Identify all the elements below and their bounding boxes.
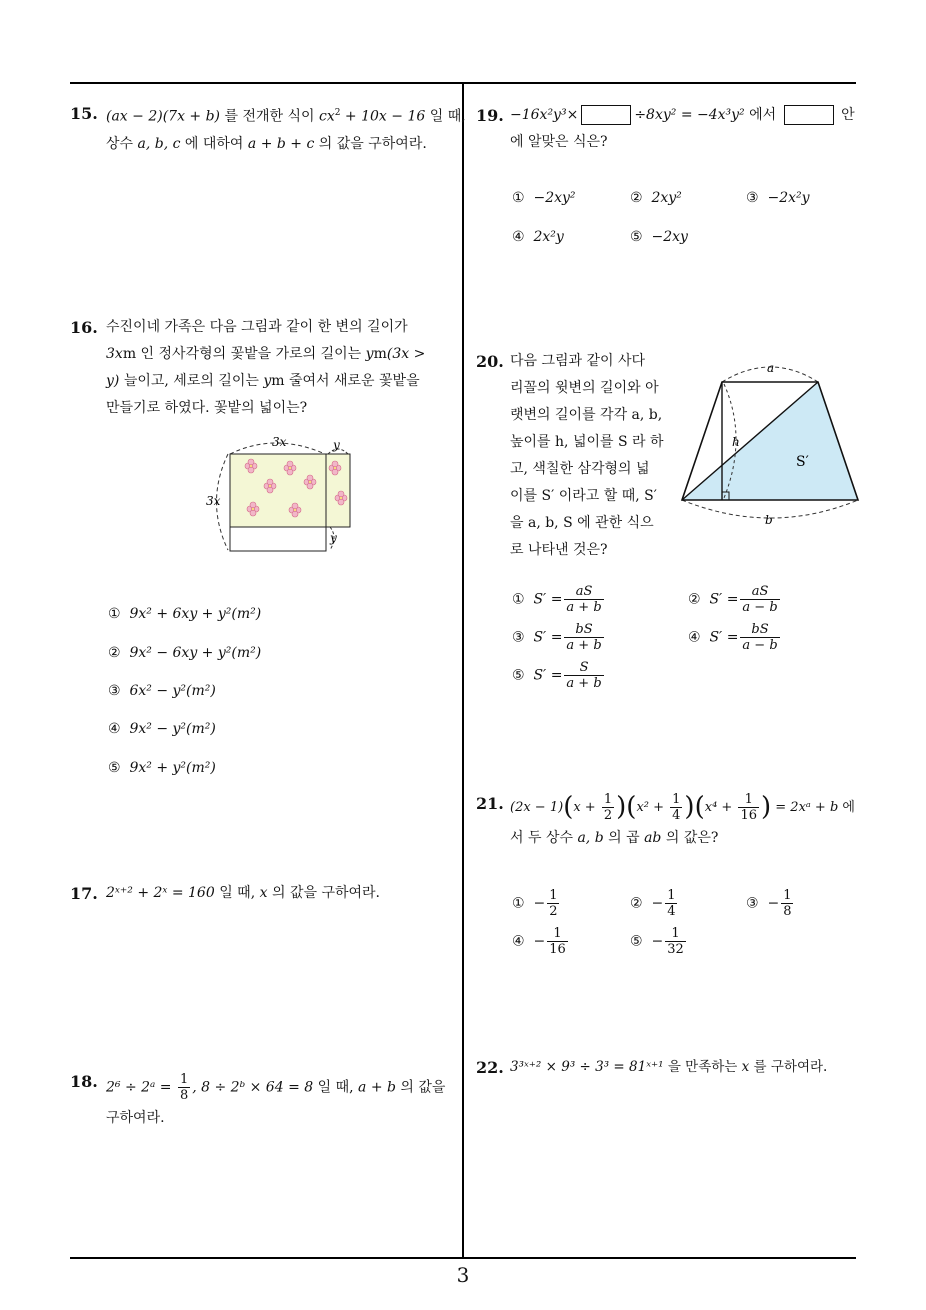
- removed-strip: [230, 527, 326, 551]
- label-h: h: [732, 435, 740, 449]
- option-mark: ④: [512, 229, 525, 245]
- option-expr: 9x² − 6xy + y²(m²): [129, 645, 262, 661]
- option-lhs: S′ =: [709, 591, 739, 608]
- text: 안: [836, 107, 855, 123]
- denominator: 8: [179, 1088, 189, 1103]
- option-5[interactable]: [630, 229, 688, 245]
- question-text: [510, 102, 860, 156]
- math-expression: 2⁶ ÷ 2ᵃ =: [106, 1079, 176, 1096]
- line: 랫변의 길이를 각각 a, b,: [510, 407, 663, 423]
- math-expression: 2ˣ⁺² + 2ˣ = 160: [106, 885, 215, 901]
- label-b: b: [765, 513, 773, 527]
- label-right-y: y: [330, 531, 337, 545]
- denominator: a + b: [566, 600, 602, 615]
- denominator: 8: [783, 904, 792, 919]
- option-2[interactable]: [688, 584, 782, 615]
- text: 서 두 상수: [510, 830, 578, 846]
- option-mark: ④: [108, 721, 121, 737]
- numerator: aS: [575, 584, 593, 599]
- question-text: [106, 880, 458, 907]
- fraction: [740, 622, 779, 653]
- math-expression: + 10x − 16: [340, 108, 426, 125]
- page-number: 3: [456, 1263, 470, 1287]
- denominator: 32: [667, 942, 684, 957]
- math-expression: −16x²y³×: [510, 107, 579, 123]
- question-text: [510, 792, 860, 852]
- question-text: [510, 1054, 860, 1081]
- text: 에: [838, 800, 855, 815]
- bottom-rule: [70, 1257, 856, 1259]
- denominator: 4: [672, 808, 681, 823]
- column-divider: [462, 82, 464, 1259]
- denominator: 16: [549, 942, 566, 957]
- option-5[interactable]: [108, 760, 216, 776]
- option-mark: ④: [512, 933, 525, 950]
- fraction: [738, 792, 759, 823]
- fraction: [740, 584, 779, 615]
- option-1[interactable]: [512, 190, 576, 206]
- fraction: [178, 1072, 190, 1103]
- math-expression: x² +: [636, 800, 669, 815]
- denominator: 4: [667, 904, 676, 919]
- fraction: [665, 888, 677, 919]
- math-expression: = 2xᵃ + b: [771, 800, 839, 815]
- option-mark: ②: [630, 190, 643, 206]
- numerator: bS: [751, 622, 769, 637]
- math-expression: a + b + c: [247, 135, 315, 152]
- option-1[interactable]: [108, 606, 261, 622]
- option-2[interactable]: ② − $\frac{1}{4}$: [630, 888, 676, 919]
- label-s-prime: S′: [796, 454, 809, 470]
- numerator: 1: [671, 926, 680, 941]
- question-text: [106, 314, 458, 422]
- option-expr: 9x² + y²(m²): [129, 760, 216, 776]
- option-expr: 9x² − y²(m²): [129, 721, 216, 737]
- paren: (: [694, 792, 705, 822]
- line: 에 알맞은 식은?: [510, 134, 608, 150]
- math-expression: (3x >: [386, 346, 426, 362]
- fraction: [564, 660, 603, 691]
- denominator: a − b: [742, 600, 778, 615]
- numerator: 1: [783, 888, 792, 903]
- option-5[interactable]: ⑤ − $\frac{1}{32}$: [630, 926, 684, 957]
- fraction: [564, 622, 603, 653]
- option-mark: ①: [512, 591, 525, 608]
- paren: (: [563, 792, 574, 822]
- label-top-3x: 3x: [272, 435, 287, 449]
- math-expression: x +: [573, 800, 600, 815]
- math-expression: 3³ˣ⁺² × 9³ ÷ 3³ = 81ˣ⁺¹: [510, 1059, 664, 1075]
- text: m 줄여서 새로운 꽃밭을: [271, 373, 420, 389]
- option-lhs: S′ =: [533, 591, 563, 608]
- option-mark: ③: [512, 629, 525, 646]
- exponent: 2: [334, 108, 341, 118]
- label-a: a: [767, 361, 775, 375]
- text: 늘이고, 세로의 길이는: [119, 373, 264, 389]
- original-bed-area: [230, 454, 326, 527]
- math-expression: a + b: [358, 1079, 396, 1096]
- fraction: [665, 926, 686, 957]
- fraction: [781, 888, 793, 919]
- math-expression: cx: [318, 108, 335, 125]
- option-3[interactable]: [108, 683, 216, 699]
- trapezoid-figure: [676, 358, 866, 530]
- line: 리꼴의 윗변의 길이와 아: [510, 380, 659, 396]
- line: 구하여라.: [106, 1110, 165, 1126]
- numerator: bS: [575, 622, 593, 637]
- option-mark: ①: [512, 895, 525, 912]
- line: 을 a, b, S 에 관한 식으: [510, 515, 654, 531]
- text: m: [373, 346, 387, 362]
- math-expression: ab: [644, 830, 662, 846]
- fraction: [602, 792, 614, 823]
- line: 수진이네 가족은 다음 그림과 같이 한 변의 길이가: [106, 319, 408, 335]
- question-number: 22.: [476, 1058, 504, 1077]
- question-text: [106, 1072, 458, 1132]
- text: 의 값을: [395, 1079, 446, 1096]
- text: 에서: [744, 107, 781, 123]
- label-left-3x: 3x: [206, 494, 221, 508]
- question-text: [510, 348, 678, 564]
- shaded-triangle: [682, 382, 858, 500]
- line: 고, 색칠한 삼각형의 넓: [510, 461, 650, 477]
- option-4[interactable]: [512, 229, 564, 245]
- numerator: 1: [744, 792, 753, 807]
- question-number: 20.: [476, 352, 504, 371]
- option-mark: ③: [108, 683, 121, 699]
- option-expr: 2x²y: [533, 229, 564, 245]
- text: 을 만족하는: [663, 1059, 742, 1075]
- paren: ): [616, 792, 627, 822]
- denominator: 2: [603, 808, 613, 823]
- text: m 인 정사각형의 꽃밭을 가로의 길이는: [122, 346, 366, 362]
- line: [106, 368, 458, 395]
- option-4[interactable]: [108, 721, 216, 737]
- denominator: a − b: [742, 638, 778, 653]
- math-expression: y): [106, 373, 120, 389]
- option-mark: ⑤: [108, 760, 121, 776]
- option-3[interactable]: ③ − $\frac{1}{8}$: [746, 888, 792, 919]
- option-lhs: S′ =: [533, 629, 563, 646]
- text: 의 값을 구하여라.: [314, 135, 427, 152]
- option-expr: 6x² − y²(m²): [129, 683, 216, 699]
- math-expression: 3x: [106, 346, 123, 362]
- option-expr: −2x²y: [767, 190, 810, 206]
- fraction: [547, 888, 559, 919]
- numerator: 1: [603, 792, 613, 807]
- text: 상수: [106, 135, 138, 152]
- denominator: a + b: [566, 676, 602, 691]
- numerator: aS: [751, 584, 769, 599]
- math-expression: , 8 ÷ 2ᵇ × 64 = 8: [192, 1079, 314, 1096]
- math-expression: a, b: [577, 830, 604, 846]
- math-expression: a, b, c: [137, 135, 181, 152]
- math-expression: y: [365, 346, 374, 362]
- option-mark: ③: [746, 190, 759, 206]
- text: 에 대하여: [180, 135, 248, 152]
- line: 로 나타낸 것은?: [510, 542, 608, 558]
- text: 를 전개한 식이: [220, 108, 319, 125]
- option-mark: ②: [630, 895, 643, 912]
- text: 일 때,: [313, 1079, 359, 1096]
- option-mark: ⑤: [630, 229, 643, 245]
- line: 다음 그림과 같이 사다: [510, 353, 646, 369]
- math-expression: x: [741, 1059, 750, 1075]
- question-number: 18.: [70, 1072, 98, 1091]
- paren: ): [684, 792, 695, 822]
- math-expression: y: [263, 373, 272, 389]
- flowerbed-figure: [200, 432, 360, 557]
- option-1[interactable]: ① − $\frac{1}{2}$: [512, 888, 558, 919]
- denominator: a + b: [566, 638, 602, 653]
- option-expr: −2xy²: [533, 190, 576, 206]
- math-expression: x: [259, 885, 268, 901]
- denominator: 2: [549, 904, 558, 919]
- option-2[interactable]: [630, 190, 682, 206]
- option-expr: 9x² + 6xy + y²(m²): [129, 606, 262, 622]
- option-mark: ①: [108, 606, 121, 622]
- option-mark: ⑤: [512, 667, 525, 684]
- numerator: S: [579, 660, 589, 675]
- option-1[interactable]: [512, 584, 606, 615]
- math-expression: ÷8xy² = −4x³y²: [634, 107, 745, 123]
- question-number: 17.: [70, 884, 98, 903]
- option-mark: ③: [746, 895, 759, 912]
- paren: (: [626, 792, 637, 822]
- option-4[interactable]: ④ − $\frac{1}{16}$: [512, 926, 566, 957]
- option-expr: −2xy: [651, 229, 688, 245]
- text: 의 곱: [603, 830, 645, 846]
- question-number: 15.: [70, 104, 98, 123]
- option-3[interactable]: [746, 190, 810, 206]
- text: 를 구하여라.: [749, 1059, 828, 1075]
- math-expression: x⁴ +: [704, 800, 737, 815]
- option-mark: ②: [108, 645, 121, 661]
- option-5[interactable]: [512, 660, 606, 691]
- line: [510, 792, 860, 823]
- question-number: 19.: [476, 106, 504, 125]
- fraction: [547, 926, 568, 957]
- option-lhs: S′ =: [533, 667, 563, 684]
- numerator: 1: [672, 792, 681, 807]
- text: 일 때,: [214, 885, 260, 901]
- text: 의 값을 구하여라.: [267, 885, 380, 901]
- denominator: 16: [740, 808, 757, 823]
- option-mark: ②: [688, 591, 701, 608]
- option-3[interactable]: [512, 622, 606, 653]
- numerator: 1: [179, 1072, 189, 1087]
- line: [106, 131, 466, 158]
- line: [106, 1072, 458, 1103]
- option-4[interactable]: [688, 622, 782, 653]
- line: [510, 102, 860, 129]
- question-number: 21.: [476, 794, 504, 813]
- option-expr: 2xy²: [651, 190, 682, 206]
- blank-box: [784, 105, 834, 125]
- line: 만들기로 하였다. 꽃밭의 넓이는?: [106, 400, 308, 416]
- label-top-y: y: [333, 438, 340, 452]
- option-lhs: S′ =: [709, 629, 739, 646]
- question-text: [106, 100, 466, 158]
- text: 일 때,: [425, 108, 466, 125]
- numerator: 1: [667, 888, 676, 903]
- numerator: 1: [549, 888, 558, 903]
- line: [106, 100, 466, 131]
- option-mark: ④: [688, 629, 701, 646]
- line: [106, 341, 458, 368]
- blank-box: [581, 105, 631, 125]
- fraction: [564, 584, 603, 615]
- option-2[interactable]: [108, 645, 261, 661]
- line: 이를 S′ 이라고 할 때, S′: [510, 488, 657, 504]
- option-mark: ①: [512, 190, 525, 206]
- option-mark: ⑤: [630, 933, 643, 950]
- text: 의 값은?: [661, 830, 719, 846]
- line: 높이를 h, 넓이를 S 라 하: [510, 434, 664, 450]
- math-expression: (2x − 1): [510, 800, 564, 815]
- paren: ): [760, 792, 772, 822]
- fraction: [670, 792, 682, 823]
- numerator: 1: [553, 926, 562, 941]
- math-expression: (ax − 2)(7x + b): [106, 108, 221, 125]
- question-number: 16.: [70, 318, 98, 337]
- line: [510, 825, 860, 852]
